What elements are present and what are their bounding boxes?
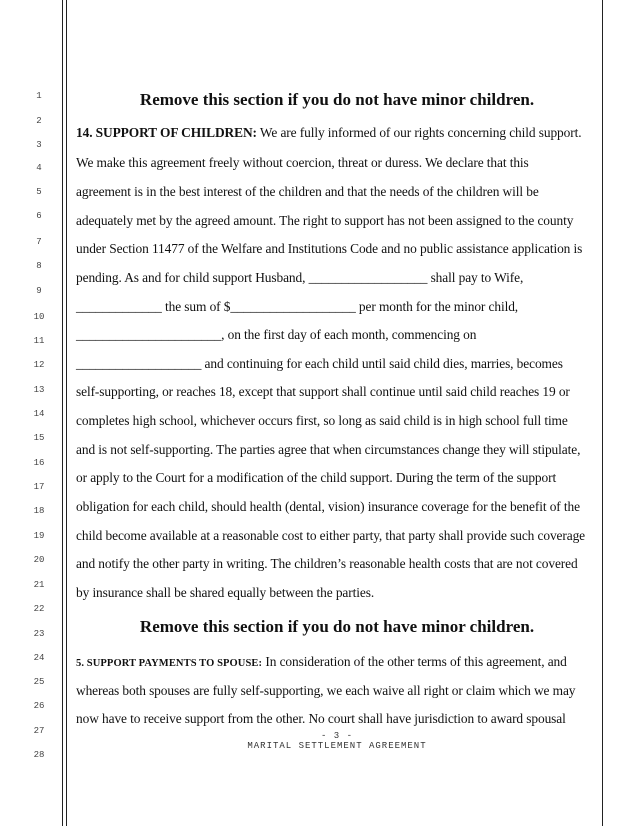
- line-number: 24: [33, 653, 45, 663]
- text-line: ___________________ and continuing for each child until said child dies, marries, becomes: [76, 356, 563, 371]
- section-label: 14. SUPPORT OF CHILDREN:: [76, 125, 257, 140]
- right-margin-rule: [602, 0, 603, 826]
- text-run: We are fully informed of our rights concerning child support.: [259, 125, 582, 140]
- line-number: 18: [33, 506, 45, 516]
- line-number: 5: [36, 187, 42, 197]
- line-number: 27: [33, 726, 45, 736]
- line-number: 23: [33, 629, 45, 639]
- line-number: 2: [36, 116, 42, 126]
- text-line: obligation for each child, should health (dental, vision) insurance coverage for the benefit of the: [76, 499, 580, 514]
- text-line: ______________________, on the first day of each month, commencing on: [76, 327, 477, 342]
- text-line: [76, 654, 567, 670]
- text-line: adequately met by the agreed amount. The right to support has not been assigned to the county: [76, 213, 574, 228]
- section-label: 5. SUPPORT PAYMENTS TO SPOUSE:: [76, 658, 263, 669]
- page-number: - 3 -: [320, 731, 353, 741]
- line-number: 19: [33, 531, 45, 541]
- line-number: 14: [33, 409, 45, 419]
- section-note-heading: Remove this section if you do not have minor children.: [139, 617, 535, 636]
- text-line: self-supporting, or reaches 18, except that support shall continue until said child reaches 19 or: [76, 384, 570, 399]
- document-title-footer: MARITAL SETTLEMENT AGREEMENT: [247, 741, 427, 751]
- line-number: 26: [33, 701, 45, 711]
- line-number: 10: [33, 312, 45, 322]
- line-number: 11: [33, 336, 45, 346]
- text-line: We make this agreement freely without coercion, threat or duress. We declare that this: [76, 155, 529, 170]
- line-number: 9: [36, 286, 42, 296]
- line-number: 4: [36, 163, 42, 173]
- line-number: 7: [36, 237, 42, 247]
- text-line: under Section 11477 of the Welfare and Institutions Code and no public assistance application is: [76, 241, 583, 256]
- line-number: 12: [33, 360, 45, 370]
- line-number: 8: [36, 261, 42, 271]
- text-line: _____________ the sum of $___________________ per month for the minor child,: [76, 299, 519, 314]
- text-line: or apply to the Court for a modification of the child support. During the term of the support: [76, 470, 557, 485]
- text-run: In consideration of the other terms of this agreement, and: [265, 654, 567, 669]
- left-margin-rule-inner: [66, 0, 67, 826]
- text-line: pending. As and for child support Husband, __________________ shall pay to Wife,: [76, 270, 524, 285]
- text-line: by insurance shall be shared equally between the parties.: [76, 585, 375, 600]
- line-number: 16: [33, 458, 45, 468]
- line-number: 3: [36, 140, 42, 150]
- line-number: 17: [33, 482, 45, 492]
- text-line: completes high school, whichever occurs first, so long as said child is in high school full time: [76, 413, 568, 428]
- line-number: 15: [33, 433, 45, 443]
- line-number: 21: [33, 580, 45, 590]
- text-line: [76, 125, 581, 141]
- text-line: whereas both spouses are fully self-supporting, we each waive all right or claim which we may: [76, 683, 576, 698]
- left-margin-rule-outer: [62, 0, 63, 826]
- line-number: 22: [33, 604, 45, 614]
- line-number: 6: [36, 211, 42, 221]
- section-note-heading: Remove this section if you do not have minor children.: [139, 90, 535, 109]
- line-number: 13: [33, 385, 45, 395]
- line-number: 25: [33, 677, 45, 687]
- text-line: now have to receive support from the other. No court shall have jurisdiction to award spousal: [76, 711, 566, 726]
- line-number: 20: [33, 555, 45, 565]
- line-number: 28: [33, 750, 45, 760]
- text-line: and is not self-supporting. The parties agree that when circumstances change they will stipulate,: [76, 442, 581, 457]
- text-line: agreement is in the best interest of the children and that the needs of the children will be: [76, 184, 539, 199]
- text-line: and notify the other party in writing. The children’s reasonable health costs that are not covered: [76, 556, 578, 571]
- text-line: child become available at a reasonable cost to either party, that party shall provide such coverage: [76, 528, 586, 543]
- line-number: 1: [36, 91, 42, 101]
